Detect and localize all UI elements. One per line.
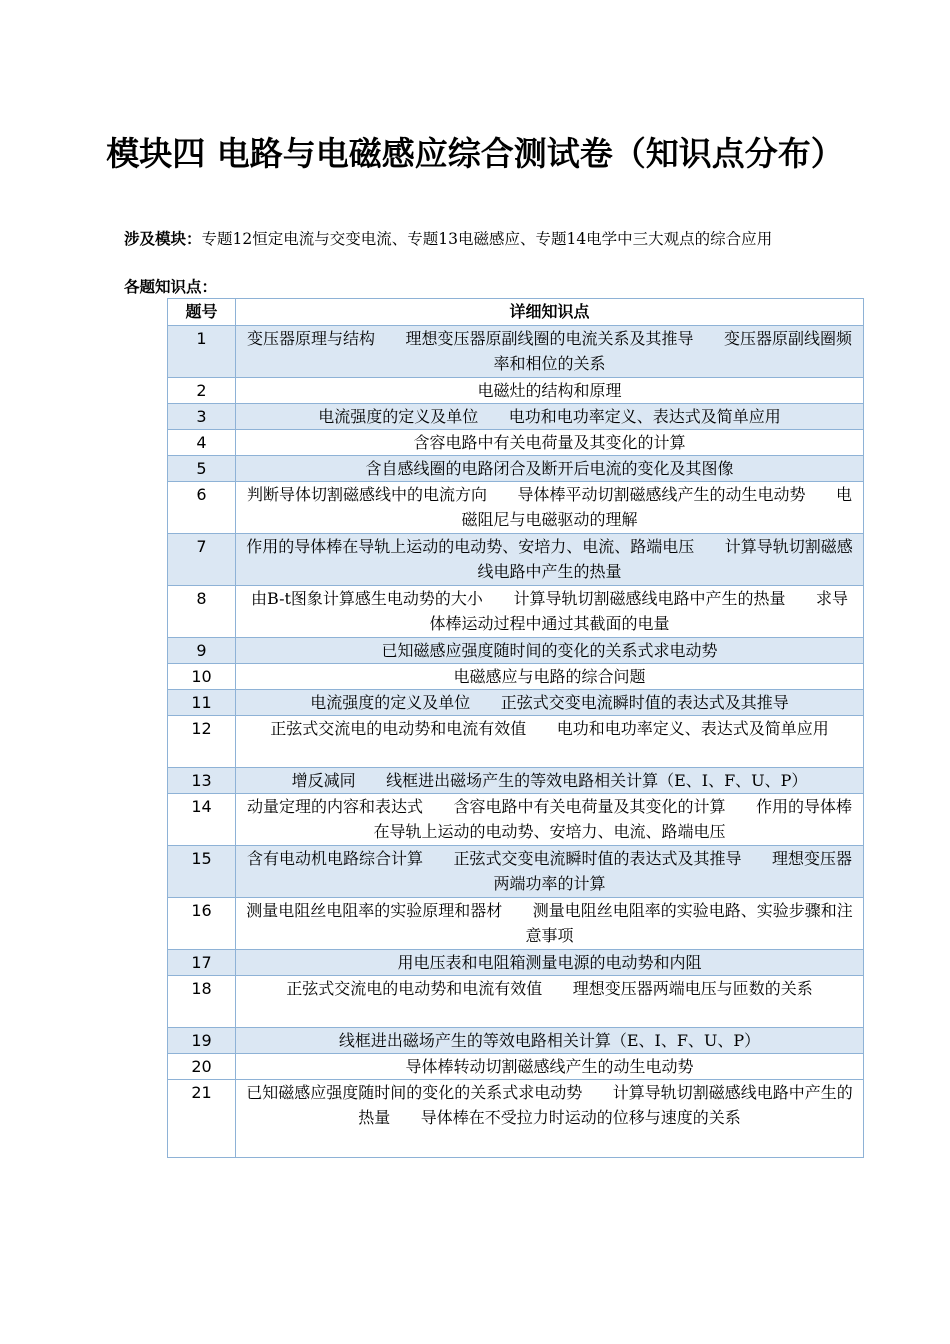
table-row xyxy=(168,1054,864,1080)
knowledge-point-text: 已知磁感应强度随时间的变化的关系式求电动势 计算导轨切割磁感线电路中产生的热量 导体棒在不受拉力时运动的位移与速度的关系 xyxy=(246,1083,853,1127)
knowledge-point-cell xyxy=(236,768,864,794)
table-row xyxy=(168,1028,864,1054)
table-header-row xyxy=(168,299,864,326)
knowledge-point-cell xyxy=(236,456,864,482)
table-row xyxy=(168,378,864,404)
knowledge-point-text: 电磁感应与电路的综合问题 xyxy=(453,667,646,686)
knowledge-point-text: 用电压表和电阻箱测量电源的电动势和内阻 xyxy=(397,953,702,972)
modules-text: 专题12恒定电流与交变电流、专题13电磁感应、专题14电学中三大观点的综合应用 xyxy=(201,230,773,248)
knowledge-point-cell xyxy=(236,716,864,768)
table-row xyxy=(168,768,864,794)
knowledge-point-cell xyxy=(236,638,864,664)
table-row xyxy=(168,950,864,976)
knowledge-point-text: 动量定理的内容和表达式 含容电路中有关电荷量及其变化的计算 作用的导体棒在导轨上运动的电动势、安培力、电流、路端电压 xyxy=(246,797,853,841)
knowledge-point-text: 导体棒转动切割磁感线产生的动生电动势 xyxy=(405,1057,694,1076)
question-number: 14 xyxy=(168,794,236,846)
question-number: 4 xyxy=(168,430,236,456)
knowledge-point-text: 电流强度的定义及单位 电功和电功率定义、表达式及简单应用 xyxy=(318,407,781,426)
table-row xyxy=(168,638,864,664)
table-row xyxy=(168,690,864,716)
knowledge-point-text: 作用的导体棒在导轨上运动的电动势、安培力、电流、路端电压 计算导轨切割磁感线电路中产生的热量 xyxy=(246,537,853,581)
knowledge-point-text: 含自感线圈的电路闭合及断开后电流的变化及其图像 xyxy=(365,459,734,478)
header-question-number: 题号 xyxy=(168,299,236,326)
table-row xyxy=(168,326,864,378)
question-number: 6 xyxy=(168,482,236,534)
table-body xyxy=(168,326,864,1158)
knowledge-point-text: 电磁灶的结构和原理 xyxy=(477,381,622,400)
modules-paragraph xyxy=(86,226,866,252)
question-number: 19 xyxy=(168,1028,236,1054)
knowledge-point-cell xyxy=(236,1028,864,1054)
question-number: 7 xyxy=(168,534,236,586)
knowledge-point-text: 正弦式交流电的电动势和电流有效值 电功和电功率定义、表达式及简单应用 xyxy=(270,719,829,738)
modules-label: 涉及模块： xyxy=(124,229,202,248)
question-number: 18 xyxy=(168,976,236,1028)
page-title: 模块四 电路与电磁感应综合测试卷（知识点分布） xyxy=(106,134,844,173)
knowledge-point-text: 测量电阻丝电阻率的实验原理和器材 测量电阻丝电阻率的实验电路、实验步骤和注意事项 xyxy=(246,901,853,945)
knowledge-point-cell xyxy=(236,976,864,1028)
knowledge-point-cell xyxy=(236,664,864,690)
knowledge-point-cell xyxy=(236,326,864,378)
knowledge-point-text: 变压器原理与结构 理想变压器原副线圈的电流关系及其推导 变压器原副线圈频率和相位的关系 xyxy=(246,329,853,373)
question-number: 21 xyxy=(168,1080,236,1158)
table-row xyxy=(168,1080,864,1158)
knowledge-point-text: 判断导体切割磁感线中的电流方向 导体棒平动切割磁感线产生的动生电动势 电磁阻尼与电磁驱动的理解 xyxy=(246,485,853,529)
table-row xyxy=(168,716,864,768)
question-number: 16 xyxy=(168,898,236,950)
knowledge-point-cell xyxy=(236,846,864,898)
knowledge-point-cell xyxy=(236,898,864,950)
knowledge-point-text: 含容电路中有关电荷量及其变化的计算 xyxy=(413,433,686,452)
table-row xyxy=(168,664,864,690)
header-knowledge-points: 详细知识点 xyxy=(236,299,864,326)
knowledge-point-cell xyxy=(236,1080,864,1158)
knowledge-point-table xyxy=(167,298,864,1158)
section-label: 各题知识点： xyxy=(124,277,218,296)
question-number: 8 xyxy=(168,586,236,638)
knowledge-point-text: 电流强度的定义及单位 正弦式交变电流瞬时值的表达式及其推导 xyxy=(310,693,789,712)
table-row xyxy=(168,482,864,534)
table-row xyxy=(168,846,864,898)
table-row xyxy=(168,898,864,950)
knowledge-point-text: 正弦式交流电的电动势和电流有效值 理想变压器两端电压与匝数的关系 xyxy=(286,979,813,998)
table-row xyxy=(168,534,864,586)
question-number: 3 xyxy=(168,404,236,430)
question-number: 20 xyxy=(168,1054,236,1080)
knowledge-point-cell xyxy=(236,1054,864,1080)
question-number: 9 xyxy=(168,638,236,664)
knowledge-point-text: 由B-t图象计算感生电动势的大小 计算导轨切割磁感线电路中产生的热量 求导体棒运动过程中通过其截面的电量 xyxy=(251,589,848,633)
question-number: 10 xyxy=(168,664,236,690)
knowledge-point-text: 增反减同 线框进出磁场产生的等效电路相关计算（E、I、F、U、P） xyxy=(291,771,808,790)
question-number: 2 xyxy=(168,378,236,404)
question-number: 15 xyxy=(168,846,236,898)
knowledge-point-cell xyxy=(236,482,864,534)
knowledge-point-cell xyxy=(236,534,864,586)
table-row xyxy=(168,430,864,456)
table-row xyxy=(168,794,864,846)
question-number: 12 xyxy=(168,716,236,768)
question-number: 17 xyxy=(168,950,236,976)
table-row xyxy=(168,586,864,638)
question-number: 1 xyxy=(168,326,236,378)
table-row xyxy=(168,404,864,430)
table-row xyxy=(168,976,864,1028)
question-number: 13 xyxy=(168,768,236,794)
question-number: 5 xyxy=(168,456,236,482)
knowledge-point-text: 含有电动机电路综合计算 正弦式交变电流瞬时值的表达式及其推导 理想变压器两端功率的计算 xyxy=(246,849,853,893)
knowledge-point-cell xyxy=(236,950,864,976)
knowledge-point-cell xyxy=(236,430,864,456)
knowledge-point-cell xyxy=(236,690,864,716)
knowledge-point-cell xyxy=(236,404,864,430)
knowledge-point-cell xyxy=(236,794,864,846)
question-number: 11 xyxy=(168,690,236,716)
table-row xyxy=(168,456,864,482)
knowledge-point-text: 已知磁感应强度随时间的变化的关系式求电动势 xyxy=(381,641,718,660)
knowledge-point-cell xyxy=(236,586,864,638)
knowledge-point-text: 线框进出磁场产生的等效电路相关计算（E、I、F、U、P） xyxy=(338,1031,761,1050)
knowledge-point-cell xyxy=(236,378,864,404)
